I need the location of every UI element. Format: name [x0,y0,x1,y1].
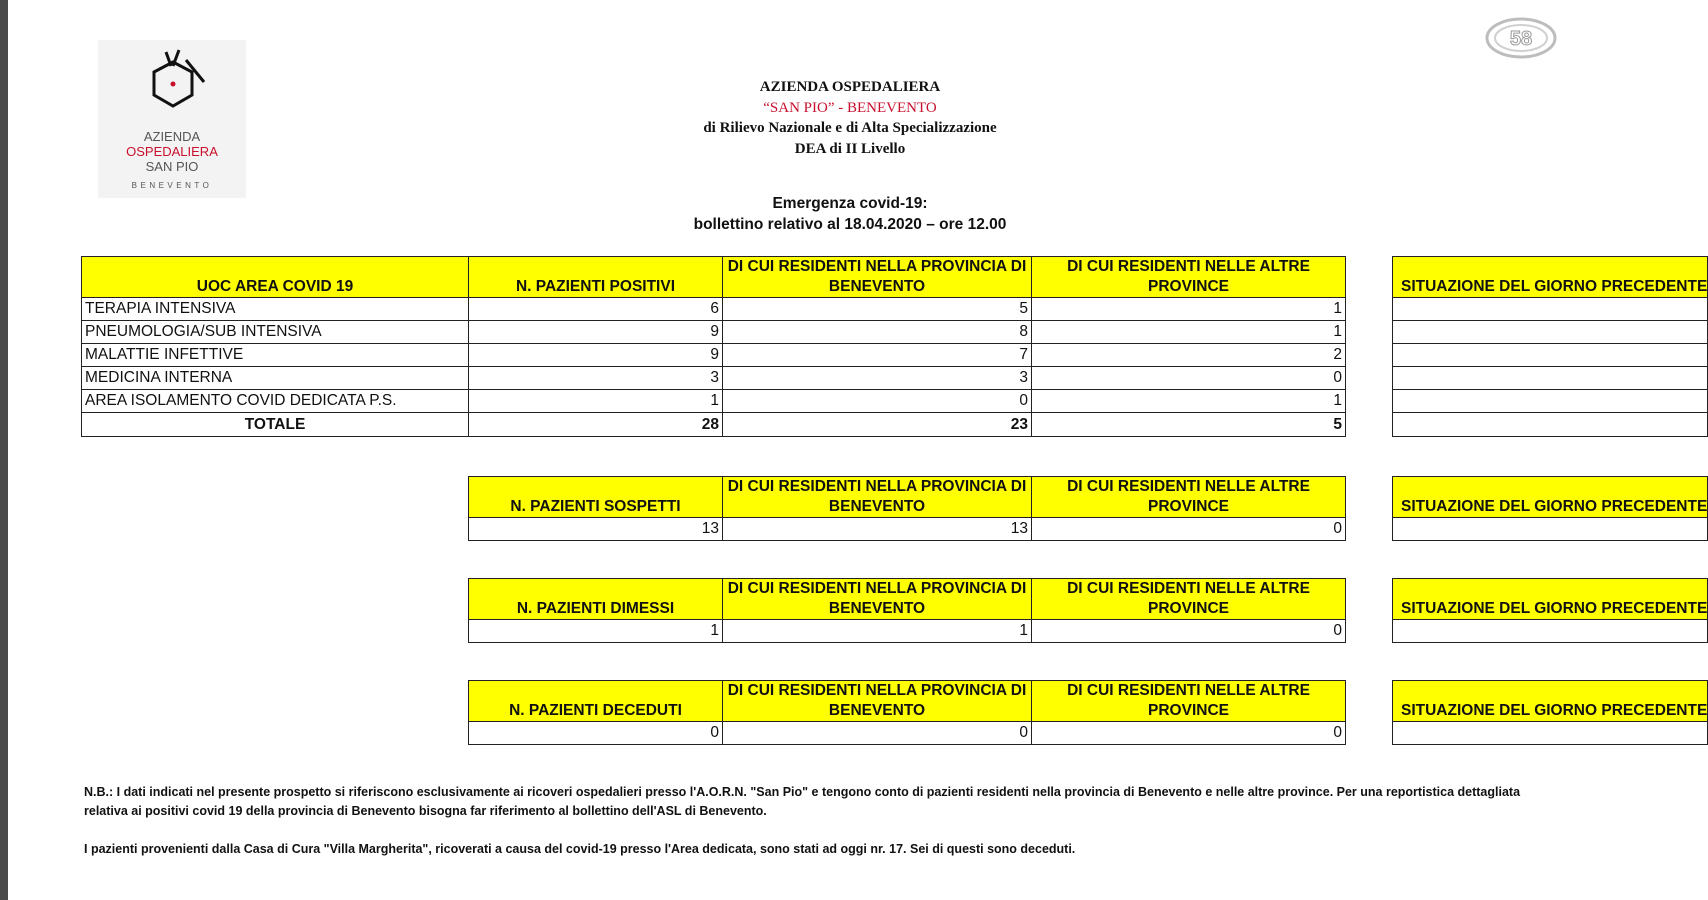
cell-benevento: 3 [723,367,1032,390]
total-benevento: 23 [723,413,1032,437]
col-header-benevento: DI CUI RESIDENTI NELLA PROVINCIA DI BENEVENTO [723,681,1032,722]
cell-benevento: 0 [723,722,1032,745]
col-header-deceduti: N. PAZIENTI DECEDUTI [469,681,723,722]
col-header-altre-province: DI CUI RESIDENTI NELLE ALTRE PROVINCE [1032,477,1346,518]
cell-positivi: 6 [469,298,723,321]
cell-positivi: 1 [469,390,723,413]
previous-day-table-sospetti [1392,476,1708,541]
col-header-uoc: UOC AREA COVID 19 [82,257,469,298]
cell-altre: 0 [1032,518,1346,541]
cell-positivi: 3 [469,367,723,390]
total-altre: 5 [1032,413,1346,437]
logo-line-benevento: BENEVENTO [131,181,213,190]
col-header-benevento: DI CUI RESIDENTI NELLA PROVINCIA DI BENEVENTO [723,579,1032,620]
previous-day-header: SITUAZIONE DEL GIORNO PRECEDENTE [1393,579,1708,620]
cell-deceduti: 0 [469,722,723,745]
bulletin-title [620,193,1080,235]
logo-line-ospedaliera: OSPEDALIERA [126,144,218,159]
previous-day-cell [1393,413,1708,437]
previous-day-header: SITUAZIONE DEL GIORNO PRECEDENTE [1393,477,1708,518]
row-label: PNEUMOLOGIA/SUB INTENSIVA [82,321,469,344]
bulletin-title-line-2: bollettino relativo al 18.04.2020 – ore 12.00 [693,216,1007,233]
previous-day-cell [1393,390,1708,413]
table-row [469,518,1346,541]
viewer-left-border [0,0,8,900]
header-line-1: AZIENDA OSPEDALIERA [759,79,941,95]
table-row [82,390,1346,413]
cell-benevento: 0 [723,390,1032,413]
table-row [469,722,1346,745]
total-row [82,413,1346,437]
nb-note: N.B.: I dati indicati nel presente prospetto si riferiscono esclusivamente ai ricoveri ospedalieri presso l'A.O.R.N. "San Pio" e tengono conto di pazienti residenti nella provincia di Benevento e nelle altre province. Per una reportistica dettagliata relativa ai positivi covid 19 della provincia di Benevento bisogna far riferimento al bollettino dell'ASL di Benevento. [84,785,1521,818]
previous-day-table-positivi [1392,256,1708,437]
previous-day-header: SITUAZIONE DEL GIORNO PRECEDENTE [1393,257,1708,298]
hexagon-logo-icon [146,48,200,126]
table-row [82,344,1346,367]
cell-positivi: 9 [469,344,723,367]
suspected-patients-table [468,476,1346,541]
cell-dimessi: 1 [469,620,723,643]
hospital-logo [98,40,246,198]
cell-sospetti: 13 [469,518,723,541]
row-label: MEDICINA INTERNA [82,367,469,390]
previous-day-table-dimessi [1392,578,1708,643]
header-line-2: “SAN PIO” - BENEVENTO [763,99,937,116]
cell-altre: 1 [1032,390,1346,413]
positive-patients-table [81,256,1346,437]
col-header-benevento: DI CUI RESIDENTI NELLA PROVINCIA DI BENEVENTO [723,477,1032,518]
bulletin-title-line-1: Emergenza covid-19: [772,195,928,212]
col-header-benevento: DI CUI RESIDENTI NELLA PROVINCIA DI BENEVENTO [723,257,1032,298]
table-row [82,367,1346,390]
row-label: MALATTIE INFETTIVE [82,344,469,367]
total-positivi: 28 [469,413,723,437]
channel-58-label: 58 [1509,28,1533,50]
cell-benevento: 1 [723,620,1032,643]
cell-altre: 1 [1032,298,1346,321]
table-header-row [82,257,1346,298]
row-label: AREA ISOLAMENTO COVID DEDICATA P.S. [82,390,469,413]
previous-day-cell [1393,321,1708,344]
col-header-altre-province: DI CUI RESIDENTI NELLE ALTRE PROVINCE [1032,681,1346,722]
table-row [469,620,1346,643]
channel-58-logo-icon [1484,16,1558,60]
cell-benevento: 5 [723,298,1032,321]
previous-day-cell [1393,298,1708,321]
total-label: TOTALE [82,413,469,437]
cell-benevento: 13 [723,518,1032,541]
header-line-4: DEA di II Livello [794,140,906,157]
logo-line-san-pio: SAN PIO [145,159,199,174]
col-header-positivi: N. PAZIENTI POSITIVI [469,257,723,298]
previous-day-cell [1393,722,1708,745]
col-header-altre-province: DI CUI RESIDENTI NELLE ALTRE PROVINCE [1032,579,1346,620]
cell-altre: 0 [1032,367,1346,390]
row-label: TERAPIA INTENSIVA [82,298,469,321]
villa-margherita-note: I pazienti provenienti dalla Casa di Cura "Villa Margherita", ricoverati a causa del covid-19 presso l'Area dedicata, sono stati ad oggi nr. 17. Sei di questi sono deceduti. [84,842,1076,856]
table-row [82,298,1346,321]
col-header-altre-province: DI CUI RESIDENTI NELLE ALTRE PROVINCE [1032,257,1346,298]
cell-positivi: 9 [469,321,723,344]
cell-benevento: 8 [723,321,1032,344]
previous-day-table-deceduti [1392,680,1708,745]
previous-day-cell [1393,367,1708,390]
cell-benevento: 7 [723,344,1032,367]
previous-day-cell [1393,344,1708,367]
col-header-sospetti: N. PAZIENTI SOSPETTI [469,477,723,518]
cell-altre: 1 [1032,321,1346,344]
previous-day-cell [1393,518,1708,541]
previous-day-header: SITUAZIONE DEL GIORNO PRECEDENTE [1393,681,1708,722]
cell-altre: 0 [1032,620,1346,643]
cell-altre: 2 [1032,344,1346,367]
logo-line-azienda: AZIENDA [143,129,201,144]
document-header [620,77,1080,159]
cell-altre: 0 [1032,722,1346,745]
deceased-patients-table [468,680,1346,745]
discharged-patients-table [468,578,1346,643]
previous-day-cell [1393,620,1708,643]
col-header-dimessi: N. PAZIENTI DIMESSI [469,579,723,620]
header-line-3: di Rilievo Nazionale e di Alta Specializzazione [703,120,997,136]
table-row [82,321,1346,344]
